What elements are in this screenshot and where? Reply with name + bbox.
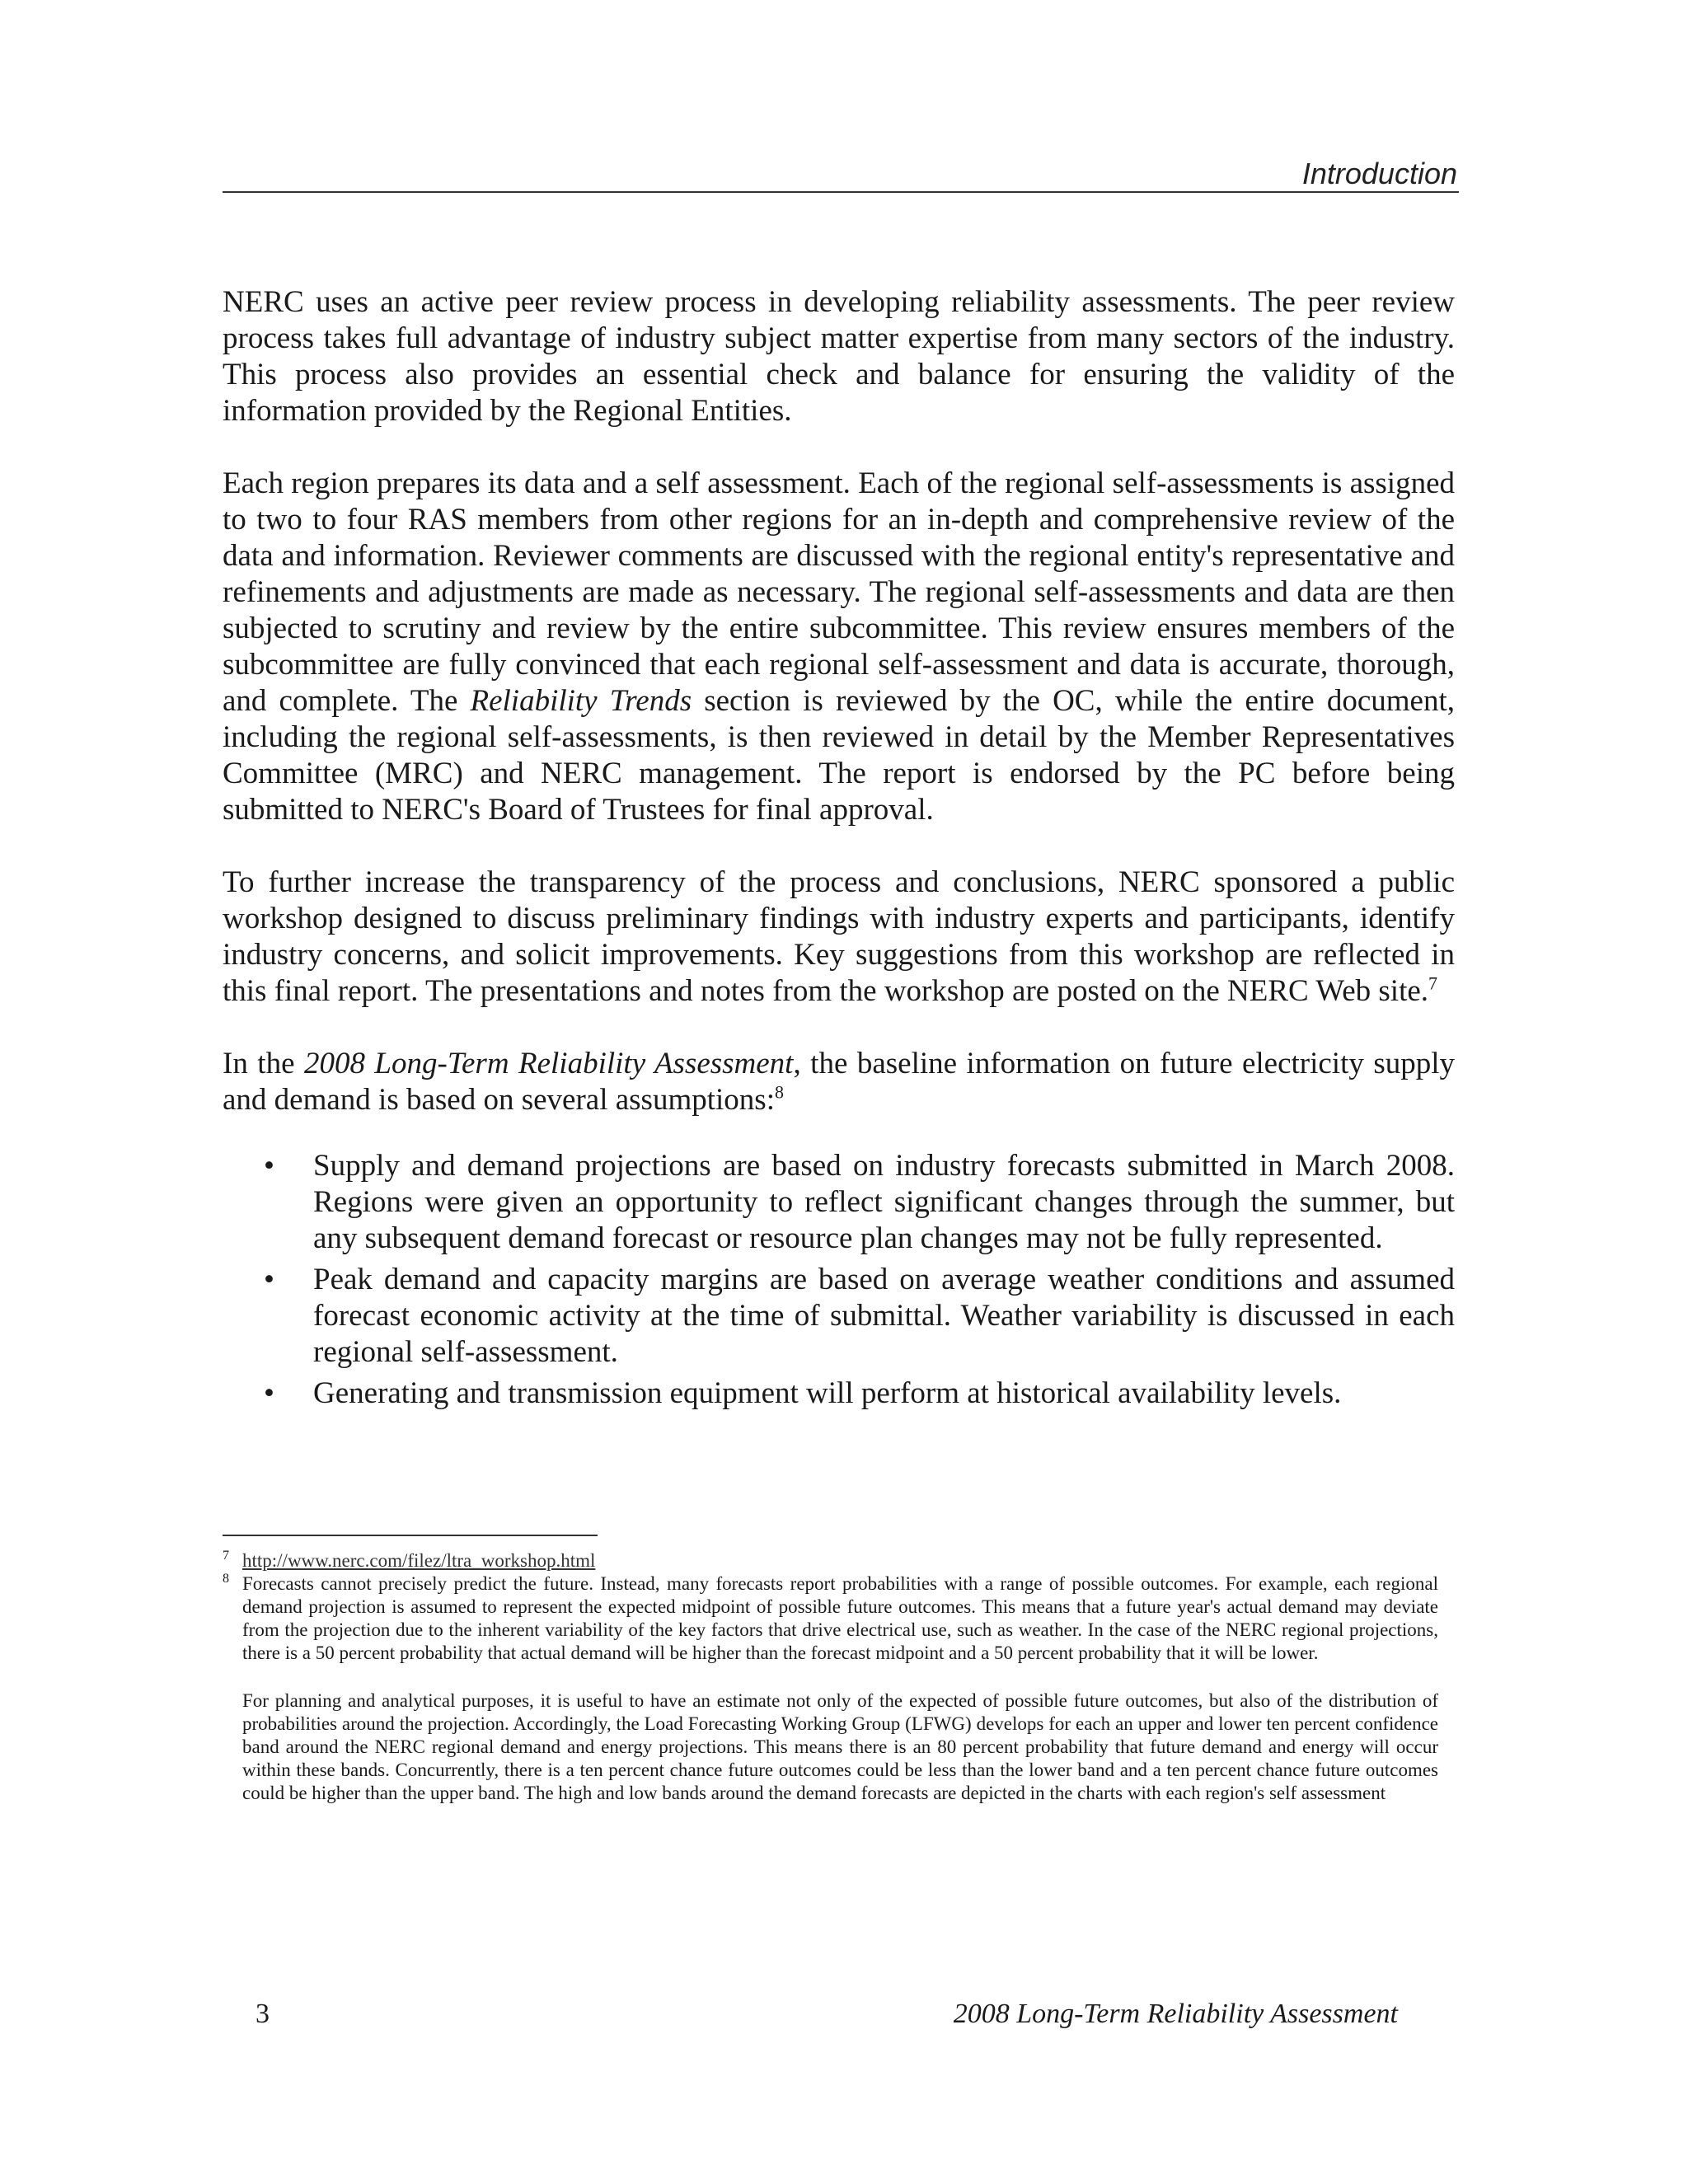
header-rule — [223, 191, 1459, 193]
footnote-rule — [223, 1535, 598, 1536]
footnote-8-mark: 8 — [223, 1572, 229, 1586]
workshop-link[interactable]: http://www.nerc.com/filez/ltra_workshop.html — [242, 1550, 596, 1571]
paragraph-self-assessment-part1: Each region prepares its data and a self assessment. Each of the regional self-assessments is assigned to two to four RAS members from other regions for an in-depth and comprehensive review of the data and information. Reviewer comments are discussed with the regional entity's representative and refinements and adjustments are made as necessary. The regional self-assessments and data are then subjected to scrutiny and review by the entire subcommittee. This review ensures members of the subcommittee are fully convinced that each regional self-assessment and data is accurate, thorough, and complete. The — [223, 466, 1455, 718]
assumptions-list — [223, 1148, 1455, 1412]
report-title-italic: 2008 Long-Term Reliability Assessment — [303, 1047, 794, 1080]
assumption-text: Generating and transmission equipment will perform at historical availability levels. — [313, 1376, 1342, 1410]
body-text — [223, 284, 1455, 1417]
footnotes — [223, 1549, 1438, 1805]
list-item — [264, 1148, 1455, 1257]
bullet-icon: • — [264, 1263, 274, 1296]
bullet-icon: • — [264, 1376, 274, 1410]
assumption-text: Peak demand and capacity margins are based on average weather conditions and assumed forecast economic activity at the time of submittal. Weather variability is discussed in each regional self-assessment. — [313, 1263, 1455, 1369]
bullet-icon: • — [264, 1149, 274, 1183]
list-item — [264, 1262, 1455, 1371]
paragraph-workshop — [223, 865, 1455, 1010]
footer-document-title: 2008 Long-Term Reliability Assessment — [953, 1999, 1398, 2029]
footnote-8-paragraph-2: For planning and analytical purposes, it is useful to have an estimate not only of the expected of possible future outcomes, but also of the distribution of probabilities around the projection. Accordingly, the Load Forecasting Working Group (LFWG) develops for each an upper and lower ten percent confidence band around the NERC regional demand and energy projections. This means there is an 80 percent probability that future demand and energy will occur within these bands. Concurrently, there is a ten percent chance future outcomes could be less than the lower band and a ten percent chance future outcomes could be higher than the upper band. The high and low bands around the demand forecasts are depicted in the charts with each region's self assessment — [242, 1690, 1438, 1803]
assumptions-intro-part2: , the baseline information on future electricity supply and demand is based on several assumptions: — [223, 1047, 1455, 1117]
footnote-ref-8[interactable]: 8 — [774, 1081, 784, 1103]
page-number: 3 — [256, 1999, 270, 2029]
section-header-title: Introduction — [1301, 157, 1457, 190]
footnote-8 — [223, 1572, 1438, 1665]
list-item — [264, 1376, 1455, 1412]
paragraph-self-assessment — [223, 466, 1455, 828]
reliability-trends-title: Reliability Trends — [470, 684, 692, 718]
footnote-8-paragraph-1: Forecasts cannot precisely predict the future. Instead, many forecasts report probabilities with a range of possible outcomes. For example, each regional demand projection is assumed to represent the expected midpoint of possible future outcomes. This means that a future year's actual demand may deviate from the projection due to the inherent variability of the key factors that drive electrical use, such as weather. In the case of the NERC regional projections, there is a 50 percent probability that actual demand will be higher than the forecast midpoint and a 50 percent probability that it will be lower. — [242, 1573, 1438, 1663]
paragraph-self-assessment-part2: section is reviewed by the OC, while the entire document, including the regional self-assessments, is then reviewed in detail by the Member Representatives Committee (MRC) and NERC management. The report is endorsed by the PC before being submitted to NERC's Board of Trustees for final approval. — [223, 684, 1455, 827]
footnote-ref-7[interactable]: 7 — [1428, 972, 1438, 994]
footnote-7 — [223, 1549, 1438, 1572]
paragraph-peer-review: NERC uses an active peer review process in developing reliability assessments. The peer review process takes full advantage of industry subject matter expertise from many sectors of the industry. This process also provides an essential check and balance for ensuring the validity of the information provided by the Regional Entities. — [223, 285, 1455, 428]
assumption-text: Supply and demand projections are based on industry forecasts submitted in March 2008. Regions were given an opportunity to reflect significant changes through the summer, but any subsequent demand forecast or resource plan changes may not be fully represented. — [313, 1149, 1455, 1255]
footnote-7-mark: 7 — [223, 1549, 229, 1563]
assumptions-intro-part1: In the — [223, 1047, 304, 1080]
paragraph-workshop-text: To further increase the transparency of the process and conclusions, NERC sponsored a public workshop designed to discuss preliminary findings with industry experts and participants, identify industry concerns, and solicit improvements. Key suggestions from this workshop are reflected in this final report. The presentations and notes from the workshop are posted on the NERC Web site. — [223, 865, 1455, 1008]
paragraph-assumptions-intro — [223, 1046, 1455, 1118]
